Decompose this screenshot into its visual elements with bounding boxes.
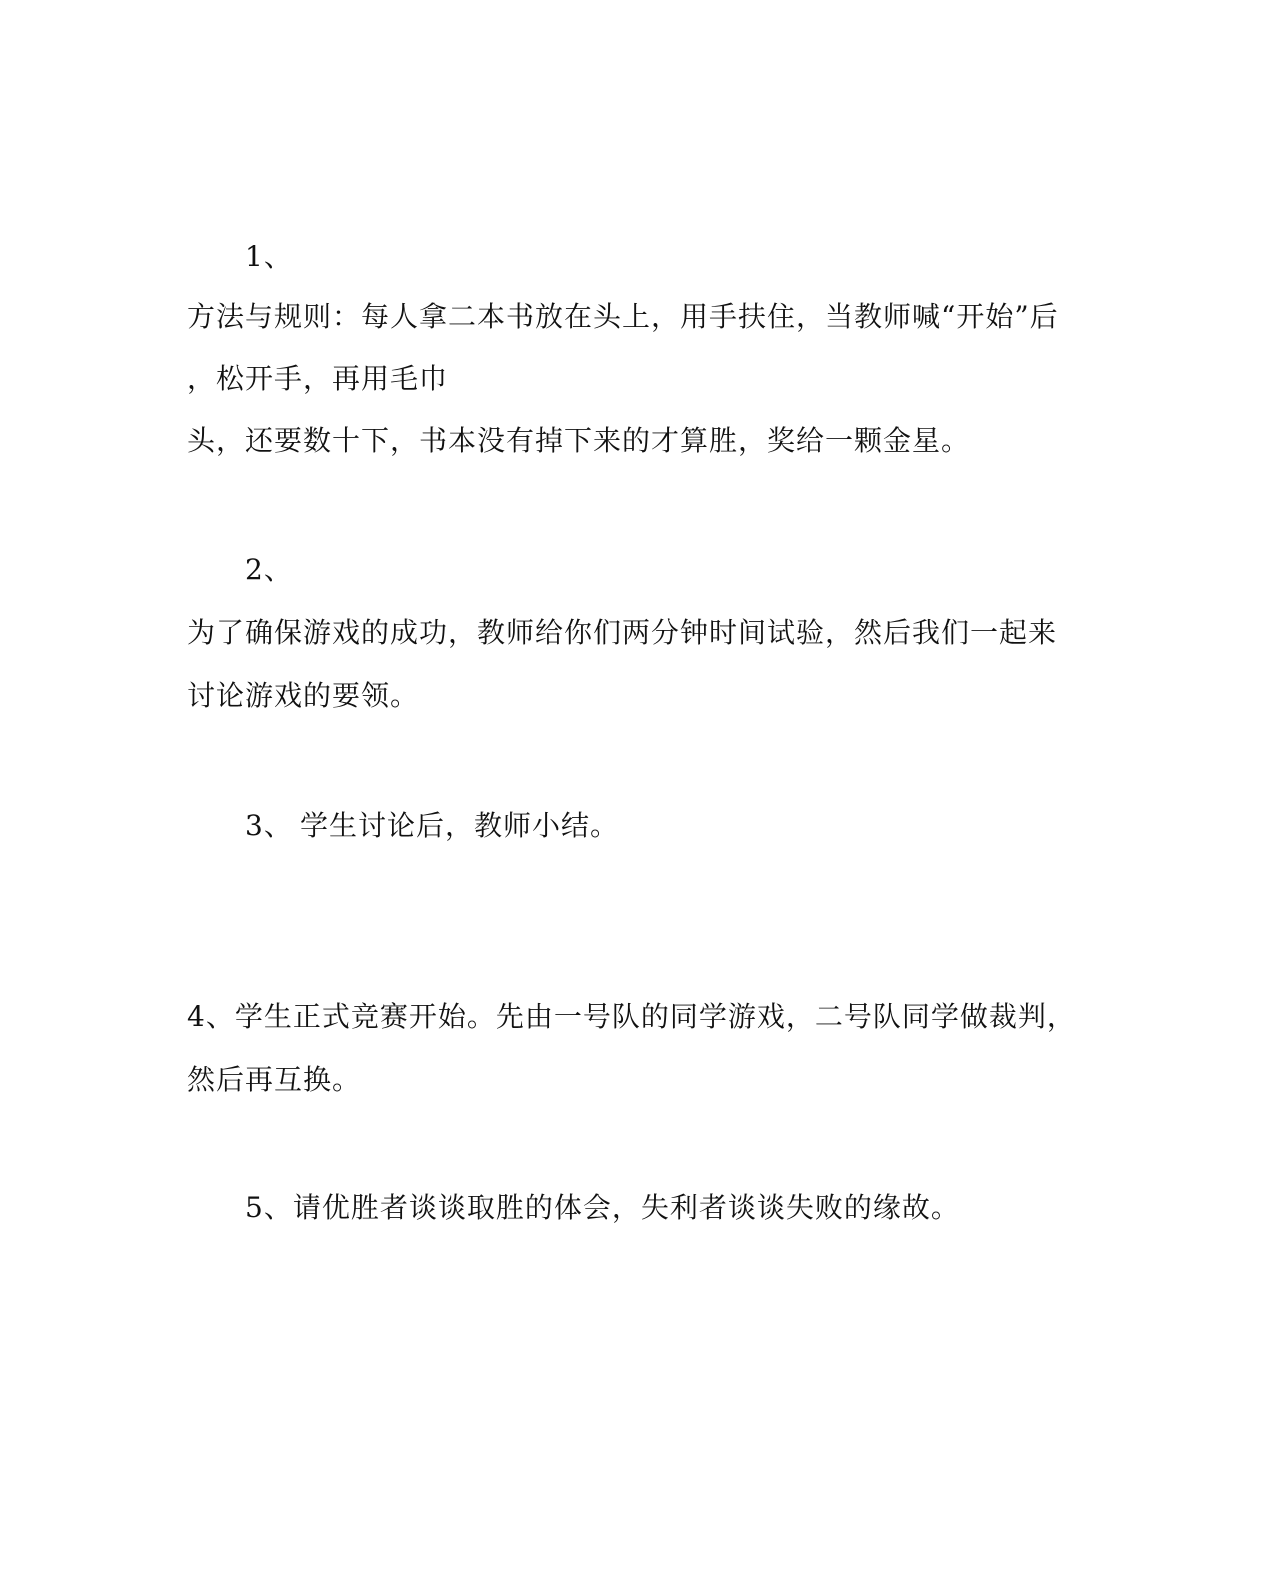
item-1-line-2: ，松开手，再用毛巾	[187, 362, 449, 395]
item-1-number: 1、	[245, 240, 293, 273]
item-5-text: 5、请优胜者谈谈取胜的体会，失利者谈谈失败的缘故。	[245, 1191, 960, 1224]
item-3-number: 3、	[245, 809, 293, 842]
item-2-line-2: 讨论游戏的要领。	[187, 679, 420, 712]
item-2-number: 2、	[245, 553, 293, 586]
item-4-line-2: 然后再互换。	[187, 1063, 362, 1096]
item-1-line-3: 头，还要数十下，书本没有掉下来的才算胜，奖给一颗金星。	[187, 424, 971, 457]
item-1-line-1: 方法与规则：每人拿二本书放在头上，用手扶住，当教师喊“开始”后	[187, 300, 1059, 333]
item-2-line-1: 为了确保游戏的成功，教师给你们两分钟时间试验，然后我们一起来	[187, 616, 1058, 649]
item-4-line-1: 4、学生正式竞赛开始。先由一号队的同学游戏，二号队同学做裁判，	[187, 1000, 1076, 1033]
item-3-text: 学生讨论后，教师小结。	[300, 809, 620, 842]
